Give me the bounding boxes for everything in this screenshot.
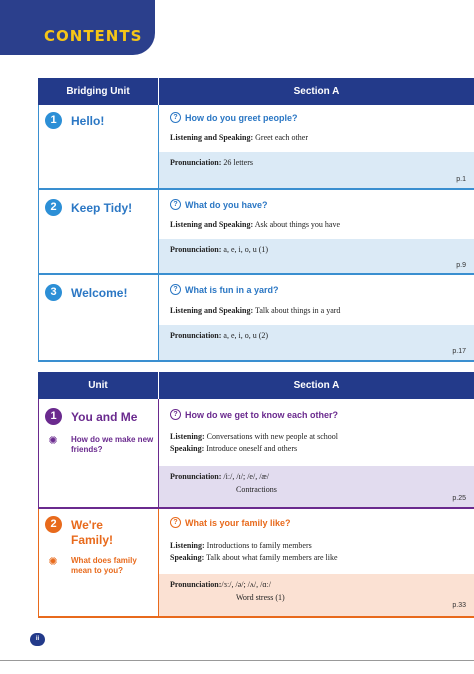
table-row [38, 105, 474, 190]
unit-table [38, 372, 474, 618]
listening-line [170, 541, 312, 550]
listening-speaking-line [170, 306, 340, 315]
ls-label: Listening and Speaking: [170, 220, 254, 229]
speaking-line [170, 553, 338, 562]
speaking-text: Talk about what family members are like [206, 553, 338, 562]
column-divider [158, 275, 159, 362]
listening-label: Listening: [170, 432, 205, 441]
header-bridging-unit: Bridging Unit [66, 86, 130, 97]
key-question: How do you greet people? [185, 113, 298, 123]
unit-title: Welcome! [71, 286, 128, 300]
pronunciation-line [170, 580, 271, 589]
pron-label: Pronunciation: [170, 472, 222, 481]
key-question: What is fun in a yard? [185, 285, 279, 295]
page-number: p.17 [452, 348, 466, 355]
pron-text: a, e, i, o, u (2) [223, 331, 269, 340]
unit-title: Keep Tidy! [71, 201, 133, 215]
question-icon: ? [170, 199, 181, 210]
key-question: What do you have? [185, 200, 268, 210]
unit-number-badge: 2 [45, 516, 62, 533]
ls-text: Ask about things you have [254, 220, 341, 229]
question-icon: ? [170, 284, 181, 295]
unit-title: We're Family! [71, 518, 114, 547]
row-divider [38, 616, 474, 618]
page-number: p.33 [452, 602, 466, 609]
column-divider [158, 190, 159, 275]
unit-title: You and Me [71, 410, 138, 424]
table-row [38, 399, 474, 509]
big-question: What does family mean to you? [71, 556, 137, 575]
key-question: How do we get to know each other? [185, 410, 339, 420]
listening-speaking-line [170, 220, 340, 229]
pron-text: /ɜː/, /ə/; /ʌ/, /ɑː/ [221, 580, 271, 589]
unit-number-badge: 1 [45, 408, 62, 425]
pronunciation-line-2: Word stress (1) [236, 593, 285, 602]
listening-text: Conversations with new people at school [206, 432, 338, 441]
pron-label: Pronunciation: [170, 158, 222, 167]
contents-banner [0, 0, 155, 55]
pron-label: Pronunciation: [170, 580, 222, 589]
pron-text: 26 letters [223, 158, 253, 167]
speaking-line [170, 444, 297, 453]
table-row [38, 190, 474, 275]
question-icon: ? [170, 112, 181, 123]
unit-number-badge: 3 [45, 284, 62, 301]
lightbulb-icon: ✺ [48, 435, 58, 447]
header-section-a: Section A [293, 380, 340, 391]
listening-speaking-line [170, 133, 308, 142]
table-row [38, 275, 474, 362]
header-section-a: Section A [293, 86, 340, 97]
column-divider [158, 105, 159, 190]
footer-rule [0, 660, 474, 661]
page-number: p.25 [452, 495, 466, 502]
listening-label: Listening: [170, 541, 205, 550]
pronunciation-line-2: Contractions [236, 485, 277, 494]
ls-text: Talk about things in a yard [255, 306, 341, 315]
ls-text: Greet each other [255, 133, 308, 142]
table-header [38, 78, 474, 105]
pron-label: Pronunciation: [170, 331, 222, 340]
pronunciation-line [170, 331, 268, 340]
lightbulb-icon: ✺ [48, 556, 58, 568]
question-icon: ? [170, 517, 181, 528]
speaking-label: Speaking: [170, 553, 205, 562]
page-number: p.9 [456, 262, 466, 269]
key-question: What is your family like? [185, 518, 291, 528]
pronunciation-line [170, 245, 268, 254]
table-row [38, 509, 474, 618]
row-divider [38, 360, 474, 362]
unit-number-badge: 1 [45, 112, 62, 129]
column-divider [158, 509, 159, 618]
page-number: p.1 [456, 176, 466, 183]
big-question: How do we make new friends? [71, 435, 154, 454]
bridging-unit-table [38, 78, 474, 362]
column-divider [158, 399, 159, 509]
pron-label: Pronunciation: [170, 245, 222, 254]
unit-number-badge: 2 [45, 199, 62, 216]
pronunciation-line [170, 472, 269, 481]
speaking-text: Introduce oneself and others [206, 444, 298, 453]
ls-label: Listening and Speaking: [170, 306, 254, 315]
unit-title: Hello! [71, 114, 105, 128]
page-title: CONTENTS [44, 27, 143, 45]
pronunciation-line [170, 158, 253, 167]
listening-text: Introductions to family members [206, 541, 312, 550]
listening-line [170, 432, 338, 441]
pron-text: a, e, i, o, u (1) [223, 245, 269, 254]
page-number-badge: ii [30, 633, 45, 646]
pron-text: /iː/, /ɪ/; /e/, /æ/ [223, 472, 269, 481]
speaking-label: Speaking: [170, 444, 205, 453]
ls-label: Listening and Speaking: [170, 133, 254, 142]
question-icon: ? [170, 409, 181, 420]
table-header [38, 372, 474, 399]
header-unit: Unit [88, 380, 108, 391]
